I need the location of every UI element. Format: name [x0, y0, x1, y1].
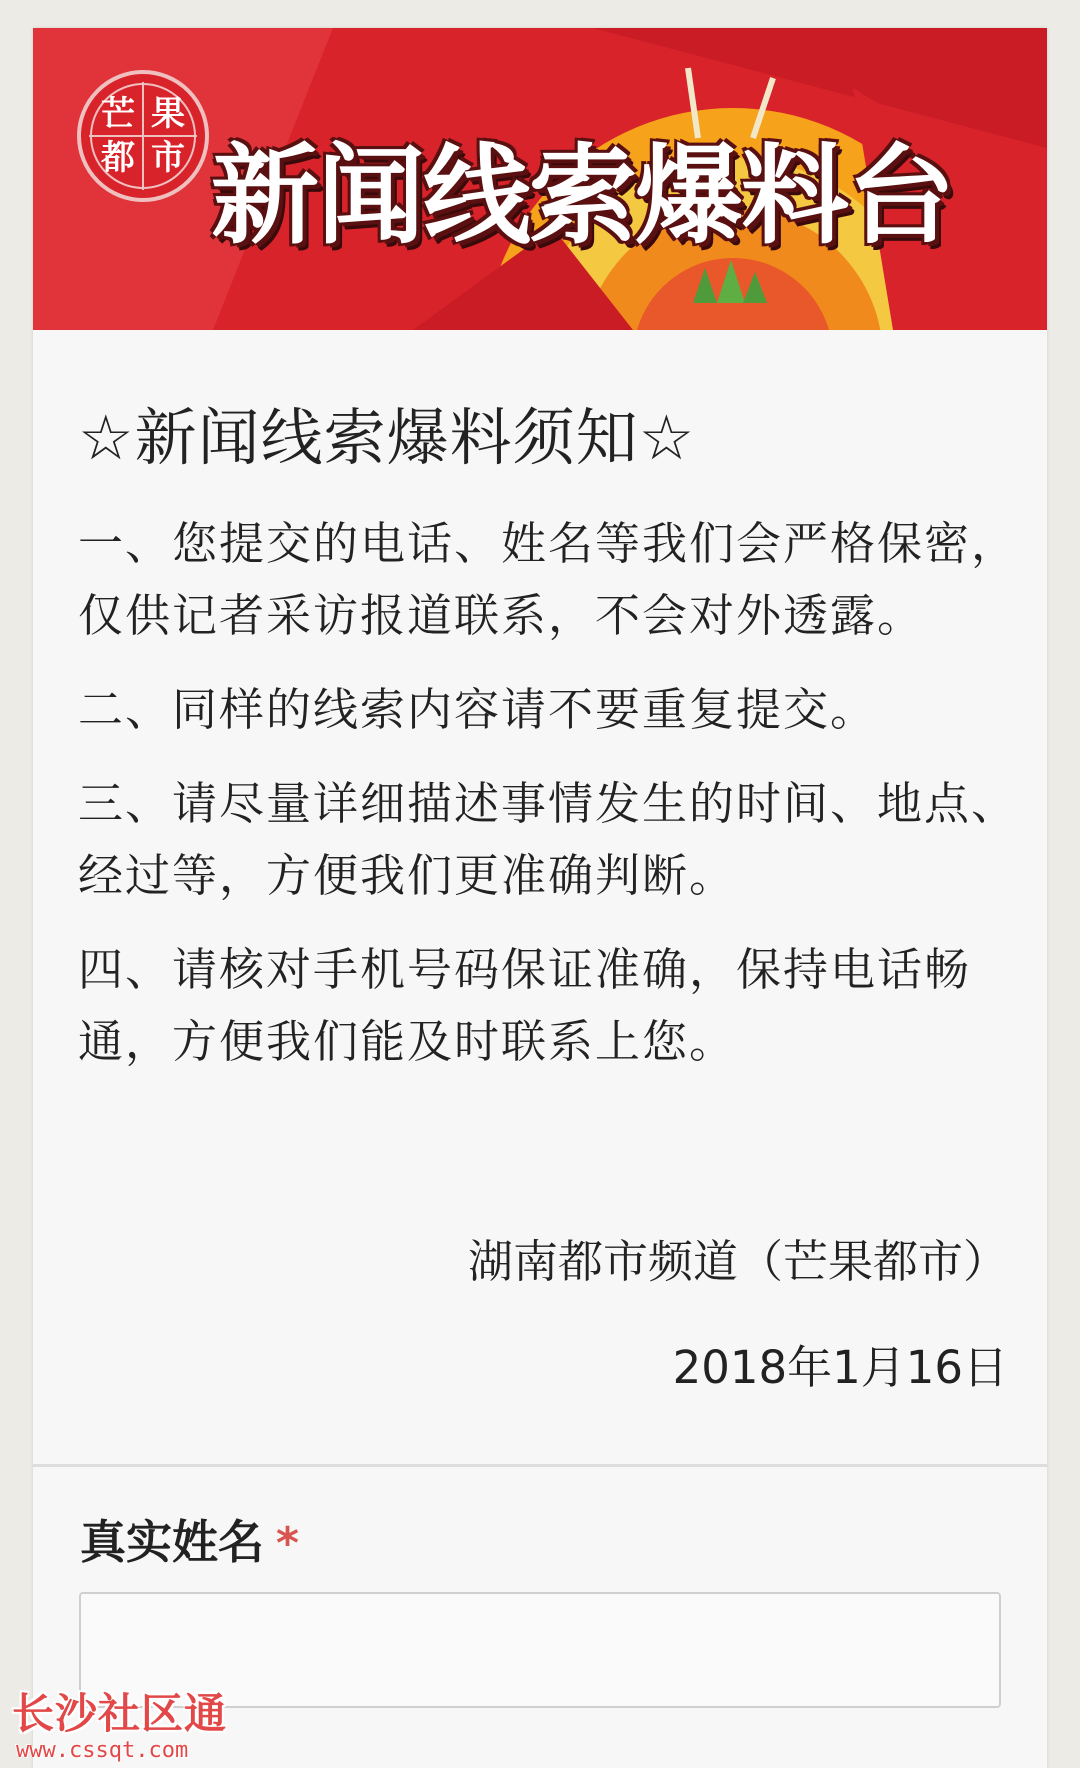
- form-card: [33, 28, 1047, 1768]
- notice-section: [78, 398, 1018, 1078]
- logo-char: 市: [151, 138, 185, 178]
- logo-char: 都: [101, 138, 135, 178]
- notice-item: 四、请核对手机号码保证准确，保持电话畅通，方便我们能及时联系上您。: [78, 943, 972, 1068]
- notice-title: ☆新闻线索爆料须知☆: [78, 401, 696, 474]
- watermark-url: www.cssqt.com: [16, 1738, 189, 1763]
- section-divider: [33, 1464, 1047, 1467]
- notice-item: 三、请尽量详细描述事情发生的时间、地点、经过等，方便我们更准确判断。: [78, 777, 1019, 902]
- notice-date: 2018年1月16日: [672, 1341, 1008, 1394]
- notice-item: 一、您提交的电话、姓名等我们会严格保密，仅供记者采访报道联系，不会对外透露。: [78, 517, 1019, 642]
- notice-signature: 湖南都市频道（芒果都市）: [467, 1235, 1008, 1288]
- brand-logo: [75, 68, 211, 204]
- name-label-text: 真实姓名: [80, 1515, 264, 1569]
- logo-char: 芒: [101, 94, 135, 134]
- header-banner: [33, 28, 1047, 330]
- banner-title: 新闻线索爆料台: [211, 134, 954, 259]
- notice-item: 二、同样的线索内容请不要重复提交。: [78, 683, 878, 736]
- required-mark: *: [276, 1518, 300, 1569]
- name-field-label: [80, 1512, 299, 1574]
- logo-char: 果: [151, 94, 185, 134]
- watermark-logo: 长沙社区通: [12, 1689, 228, 1738]
